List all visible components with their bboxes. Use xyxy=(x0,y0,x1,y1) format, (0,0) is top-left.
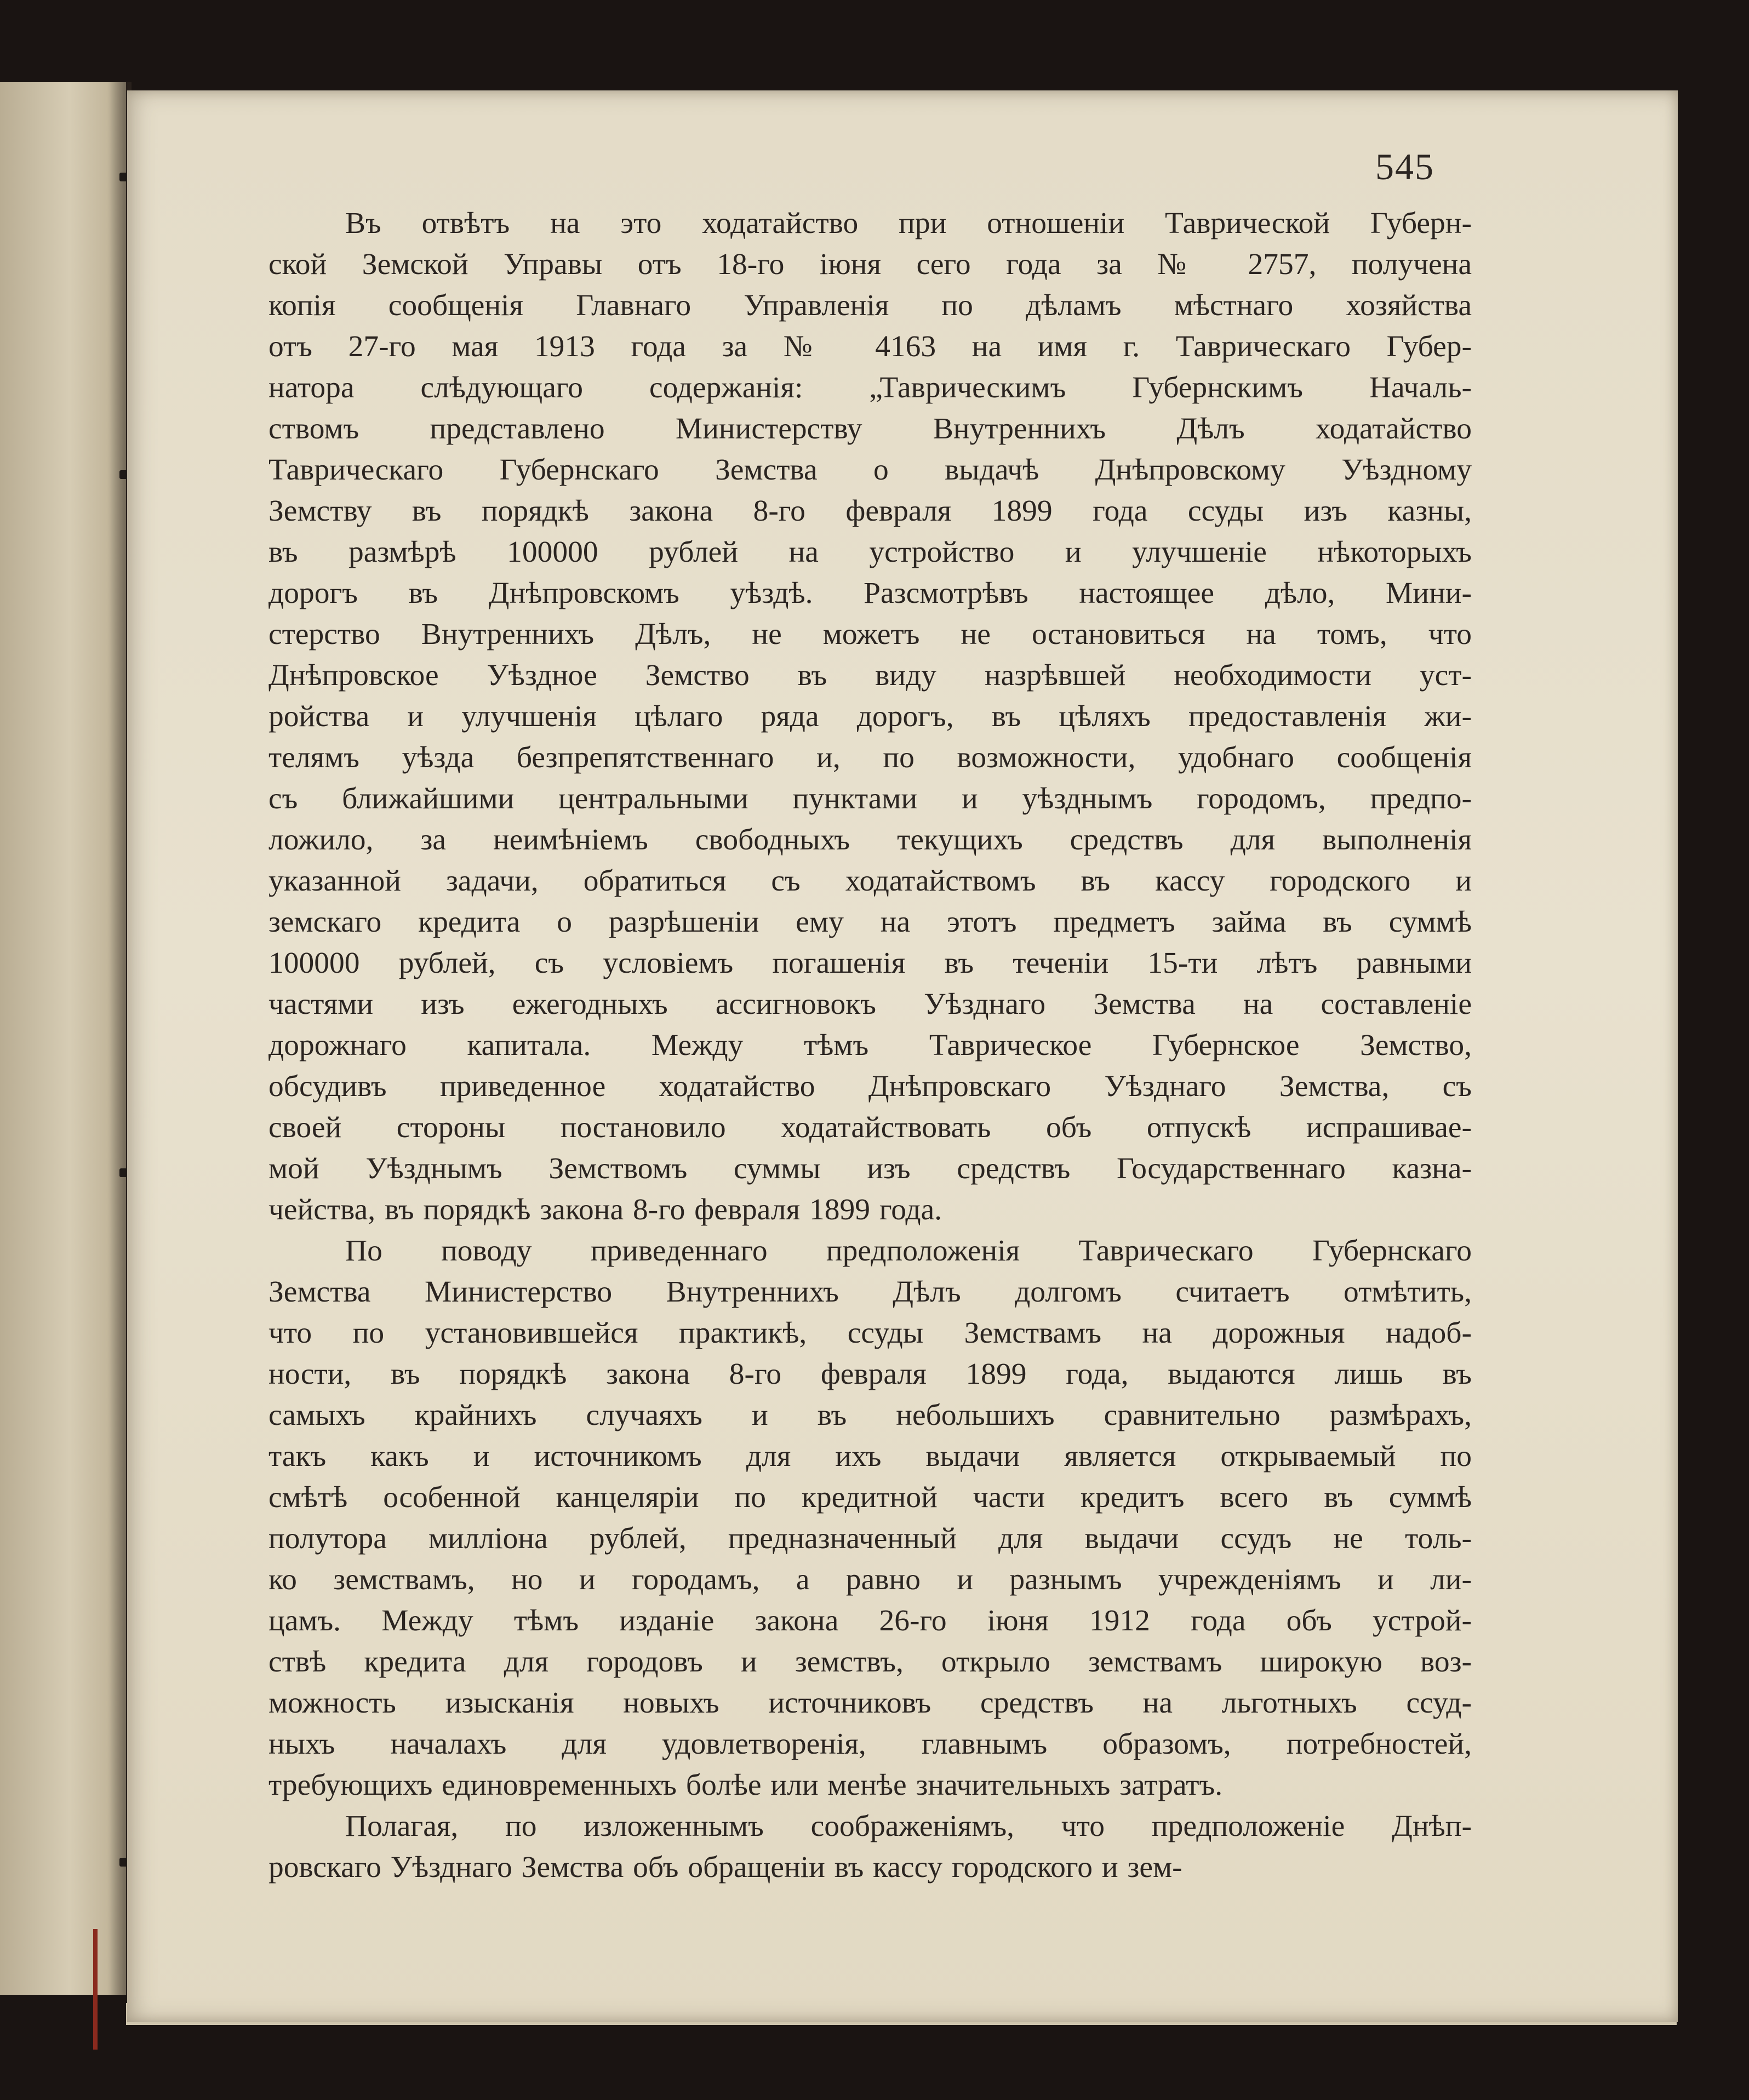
text-line: полутора милліона рублей, предназначенный для выдачи ссудъ не толь- xyxy=(268,1522,1472,1555)
paragraph-1 xyxy=(268,203,1472,1230)
text-line: Полагая, по изложеннымъ соображеніямъ, что предположеніе Днѣп- xyxy=(345,1810,1472,1843)
text-line: указанной задачи, обратиться съ ходатайствомъ въ кассу городского и xyxy=(268,864,1472,898)
text-line: своей стороны постановило ходатайствовать объ отпускѣ испрашивае- xyxy=(268,1111,1472,1144)
text-line: требующихъ единовременныхъ болѣе или менѣе значительныхъ затратъ. xyxy=(268,1768,1223,1802)
text-line: ко земствамъ, но и городамъ, а равно и разнымъ учрежденіямъ и ли- xyxy=(268,1563,1472,1596)
text-line: смѣтѣ особенной канцеляріи по кредитной части кредитъ всего въ суммѣ xyxy=(268,1481,1472,1514)
text-line: обсудивъ приведенное ходатайство Днѣпровскаго Уѣзднаго Земства, съ xyxy=(268,1070,1472,1103)
text-line: ствомъ представлено Министерству Внутреннихъ Дѣлъ ходатайство xyxy=(268,412,1472,446)
text-line: ровскаго Уѣзднаго Земства объ обращеніи въ кассу городского и зем- xyxy=(268,1851,1182,1884)
text-line: самыхъ крайнихъ случаяхъ и въ небольшихъ сравнительно размѣрахъ, xyxy=(268,1399,1472,1432)
text-line: дорожнаго капитала. Между тѣмъ Таврическое Губернское Земство, xyxy=(268,1029,1472,1062)
text-line: такъ какъ и источникомъ для ихъ выдачи является открываемый по xyxy=(268,1440,1472,1473)
text-line: чейства, въ порядкѣ закона 8-го февраля 1899 года. xyxy=(268,1193,942,1226)
text-line: По поводу приведеннаго предположенія Таврическаго Губернскаго xyxy=(345,1234,1472,1268)
text-line: Земства Министерство Внутреннихъ Дѣлъ долгомъ считаетъ отмѣтить, xyxy=(268,1275,1472,1309)
text-line: Въ отвѣтъ на это ходатайство при отношеніи Таврической Губерн- xyxy=(345,207,1472,240)
text-line: частями изъ ежегодныхъ ассигновокъ Уѣзднаго Земства на составленіе xyxy=(268,988,1472,1021)
text-line: копія сообщенія Главнаго Управленія по дѣламъ мѣстнаго хозяйства xyxy=(268,289,1472,322)
text-line: ности, въ порядкѣ закона 8-го февраля 1899 года, выдаются лишь въ xyxy=(268,1357,1472,1391)
previous-page-edge xyxy=(0,82,126,1995)
book-page xyxy=(127,90,1678,2022)
page-body xyxy=(268,203,1472,1888)
page-number: 545 xyxy=(1375,146,1434,187)
text-line: съ ближайшими центральными пунктами и уѣзднымъ городомъ, предпо- xyxy=(268,782,1472,815)
text-line: отъ 27-го мая 1913 года за № 4163 на имя г. Таврическаго Губер- xyxy=(268,330,1472,363)
text-line: ствѣ кредита для городовъ и земствъ, открыло земствамъ широкую воз- xyxy=(268,1645,1472,1679)
text-line: въ размѣрѣ 100000 рублей на устройство и улучшеніе нѣкоторыхъ xyxy=(268,535,1472,569)
text-line: земскаго кредита о разрѣшеніи ему на этотъ предметъ займа въ суммѣ xyxy=(268,905,1472,939)
text-line: Днѣпровское Уѣздное Земство въ виду назрѣвшей необходимости уст- xyxy=(268,659,1472,692)
text-line: цамъ. Между тѣмъ изданіе закона 26-го іюня 1912 года объ устрой- xyxy=(268,1604,1472,1637)
text-line: мой Уѣзднымъ Земствомъ суммы изъ средствъ Государственнаго казна- xyxy=(268,1152,1472,1185)
paragraph-2 xyxy=(268,1230,1472,1806)
text-line: ныхъ началахъ для удовлетворенія, главнымъ образомъ, потребностей, xyxy=(268,1727,1472,1761)
text-line: ложило, за неимѣніемъ свободныхъ текущихъ средствъ для выполненія xyxy=(268,823,1472,857)
text-line: Таврическаго Губернскаго Земства о выдачѣ Днѣпровскому Уѣздному xyxy=(268,453,1472,487)
text-line: ройства и улучшенія цѣлаго ряда дорогъ, въ цѣляхъ предоставленія жи- xyxy=(268,700,1472,733)
binding-thread xyxy=(93,1929,98,2050)
text-line: Земству въ порядкѣ закона 8-го февраля 1899 года ссуды изъ казны, xyxy=(268,494,1472,528)
paragraph-3 xyxy=(268,1806,1472,1888)
text-line: что по установившейся практикѣ, ссуды Земствамъ на дорожныя надоб- xyxy=(268,1316,1472,1350)
text-line: телямъ уѣзда безпрепятственнаго и, по возможности, удобнаго сообщенія xyxy=(268,741,1472,774)
text-line: 100000 рублей, съ условіемъ погашенія въ теченіи 15-ти лѣтъ равными xyxy=(268,946,1472,980)
text-line: ской Земской Управы отъ 18-го іюня сего года за № 2757, получена xyxy=(268,248,1472,281)
text-line: дорогъ въ Днѣпровскомъ уѣздѣ. Разсмотрѣвъ настоящее дѣло, Мини- xyxy=(268,577,1472,610)
text-line: стерство Внутреннихъ Дѣлъ, не можетъ не остановиться на томъ, что xyxy=(268,618,1472,651)
text-line: можность изысканія новыхъ источниковъ средствъ на льготныхъ ссуд- xyxy=(268,1686,1472,1720)
text-line: натора слѣдующаго содержанія: „Таврическимъ Губернскимъ Началь- xyxy=(268,371,1472,404)
